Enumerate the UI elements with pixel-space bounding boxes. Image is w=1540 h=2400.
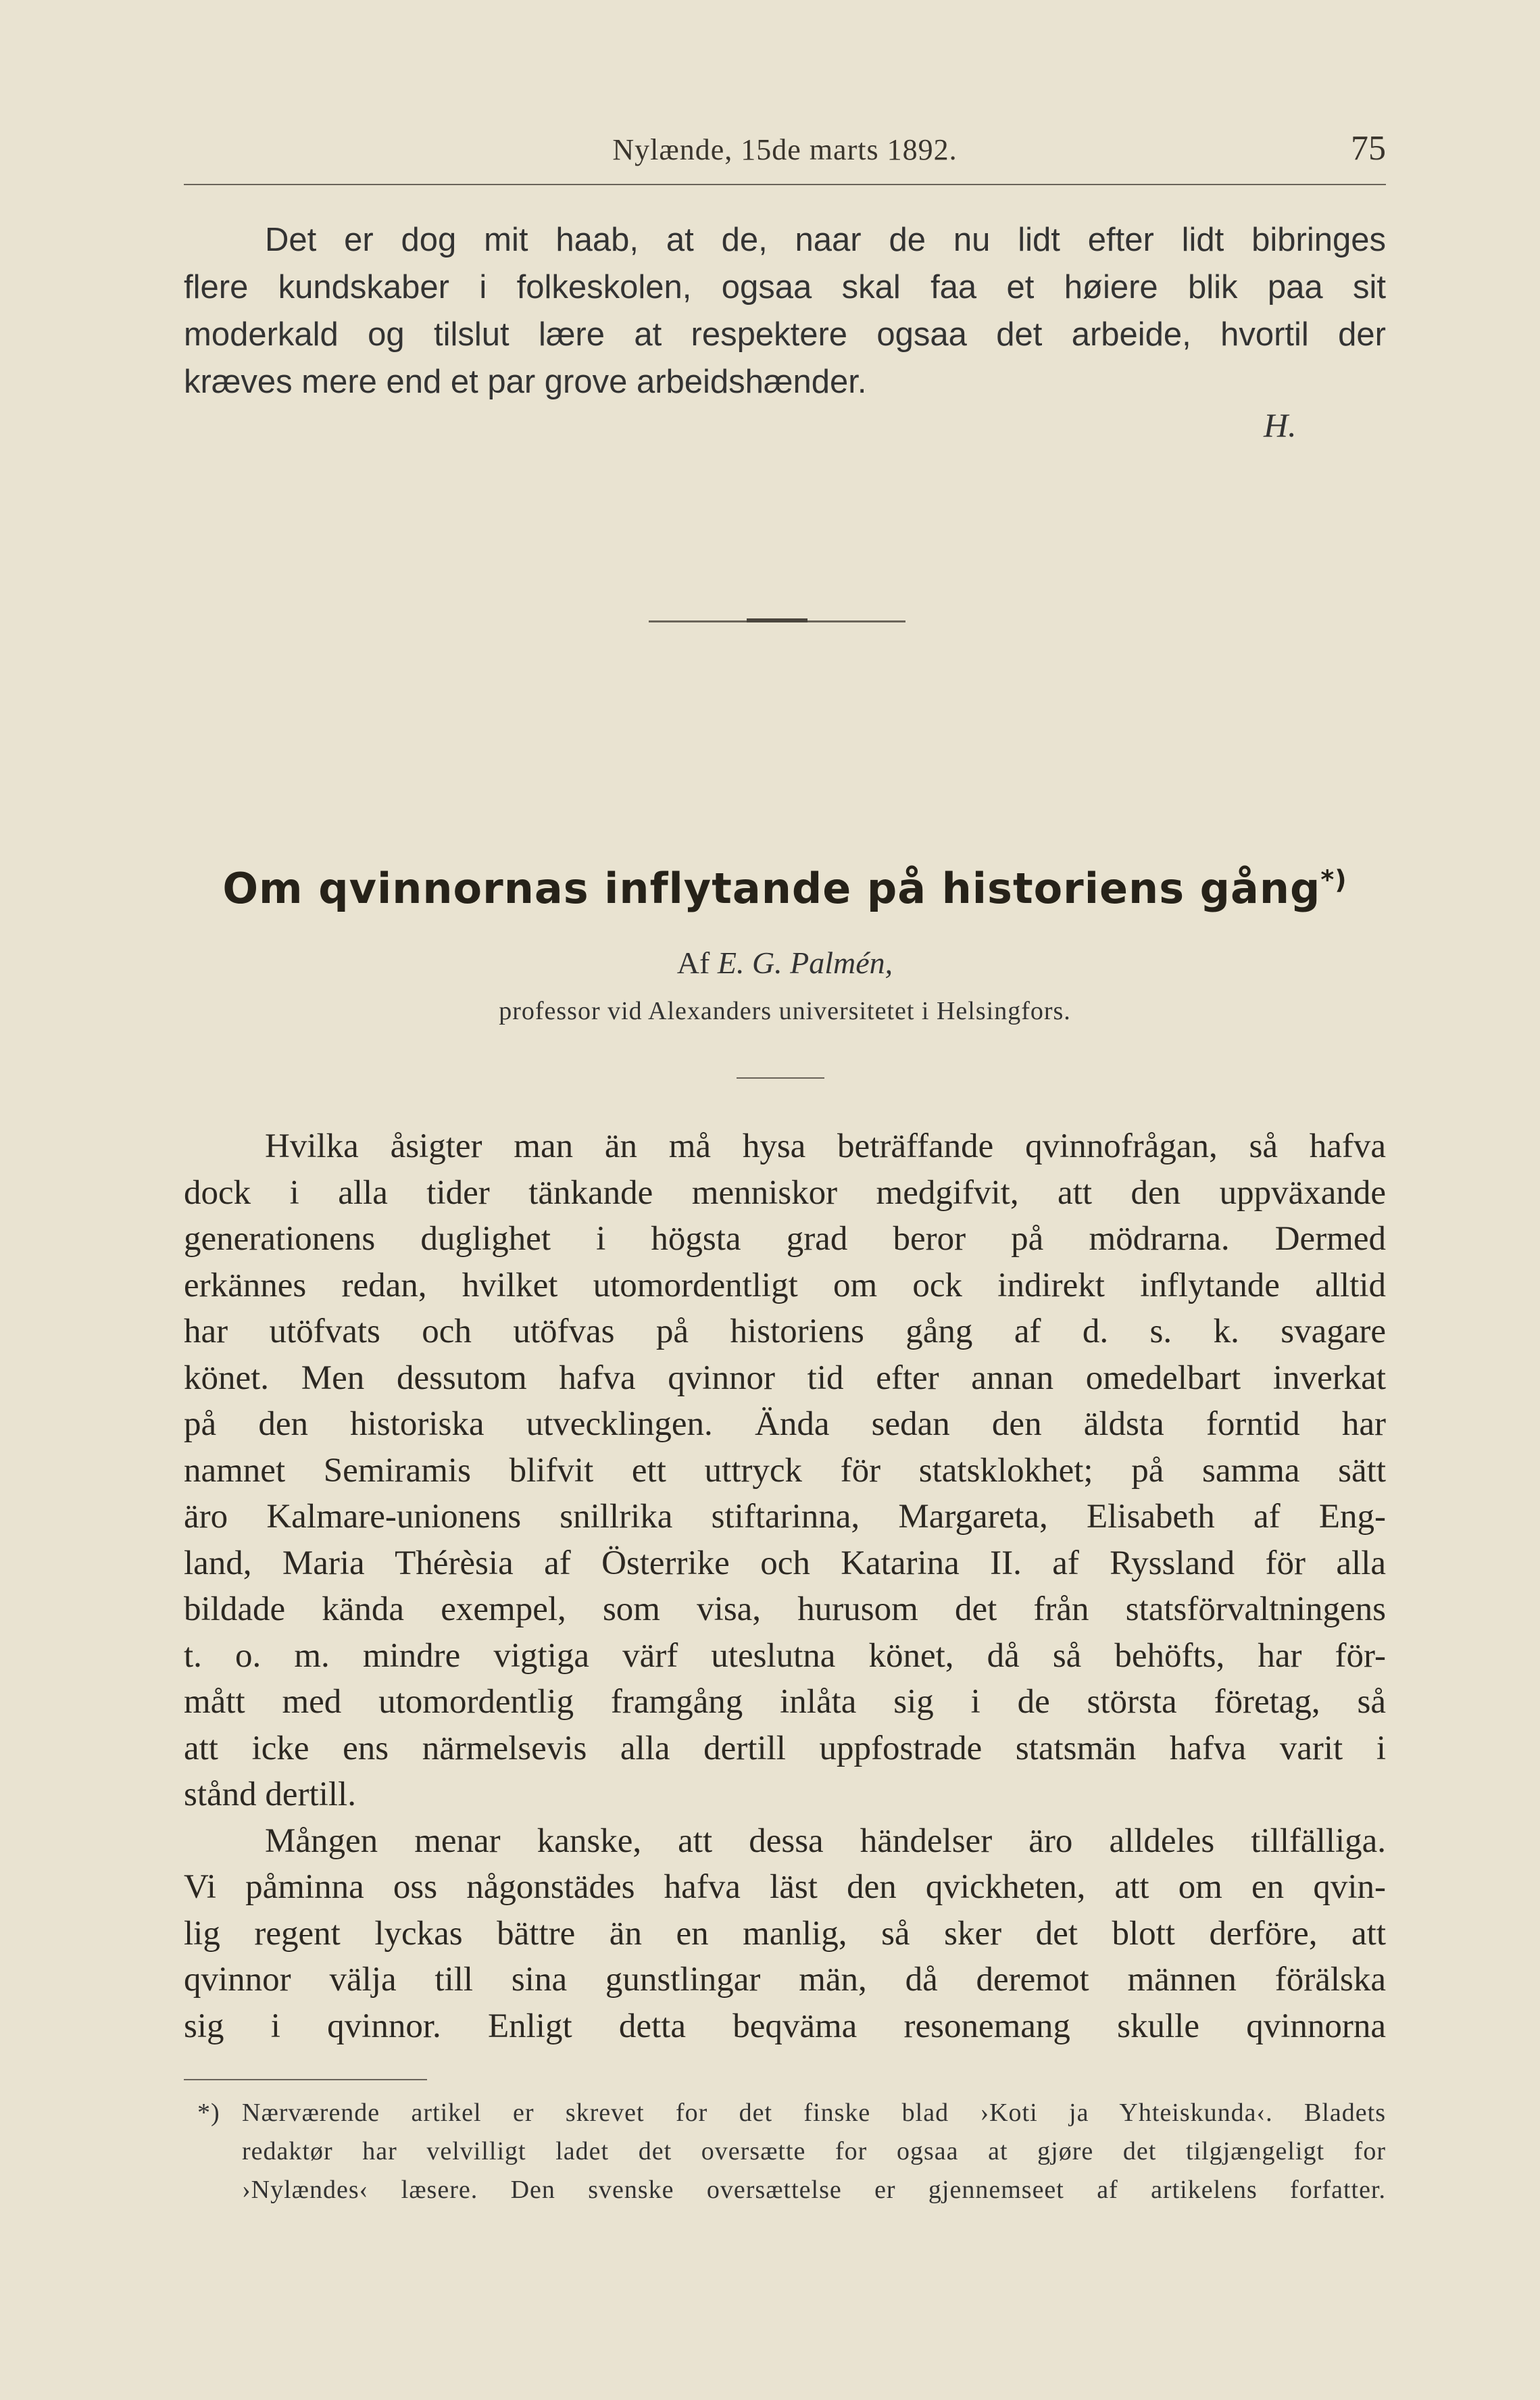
text-line: flere kundskaber i folkeskolen, ogsaa skal faa et høiere blik paa sit (184, 269, 1386, 305)
footnote-text: Nærværende artikel er skrevet for det finske blad ›Koti ja Yhteiskunda‹. Bladets (242, 2099, 1386, 2127)
text-line: att icke ens närmelsevis alla dertill uppfostrade statsmän hafva varit i (184, 1729, 1386, 1767)
footnote-mark: *) (197, 2099, 220, 2127)
text-line: dock i alla tider tänkande menniskor medgifvit, att den uppväxande (184, 1173, 1386, 1212)
signature: H. (1264, 406, 1297, 444)
page-number: 75 (1351, 129, 1386, 168)
author-name: E. G. Palmén, (717, 946, 893, 980)
text-line: äro Kalmare-unionens snillrika stiftarinna, Margareta, Elisabeth af Eng- (184, 1498, 1386, 1536)
byline (184, 945, 1386, 981)
article-title (184, 864, 1386, 913)
footnote-reference: *) (1320, 864, 1347, 895)
separator-ornament (747, 618, 808, 622)
text-line: kræves mere end et par grove arbeidshænder. (184, 364, 867, 400)
text-line: bildade kända exempel, som visa, hurusom det från statsförvaltningens (184, 1590, 1386, 1628)
text-line: erkännes redan, hvilket utomordentligt om ock indirekt inflytande alltid (184, 1266, 1386, 1304)
footnote-line: redaktør har velvilligt ladet det oversætte for ogsaa at gjøre det tilgjængeligt for (242, 2137, 1386, 2165)
text-line: på den historiska utvecklingen. Ända sedan den äldsta forntid har (184, 1405, 1386, 1443)
text-line: qvinnor välja till sina gunstlingar män, då deremot männen förälska (184, 1961, 1386, 1999)
text-line: lig regent lyckas bättre än en manlig, så sker det blott derföre, att (184, 1914, 1386, 1953)
text-line: stånd dertill. (184, 1775, 356, 1813)
text-line: land, Maria Thérèsia af Österrike och Katarina II. af Ryssland för alla (184, 1544, 1386, 1582)
article-title-text: Om qvinnornas inflytande på historiens gång (222, 864, 1321, 913)
footnote-line (184, 2094, 1386, 2132)
text-line: t. o. m. mindre vigtiga värf uteslutna könet, då så behöfts, har för- (184, 1636, 1386, 1675)
title-rule (737, 1077, 824, 1079)
article-body (184, 1123, 1386, 2049)
previous-article-ending (184, 216, 1386, 406)
text-line: Hvilka åsigter man än må hysa beträffande qvinnofrågan, så hafva (265, 1127, 1386, 1165)
text-line: Det er dog mit haab, at de, naar de nu lidt efter lidt bibringes (265, 222, 1386, 258)
text-line: har utöfvats och utöfvas på historiens gång af d. s. k. svagare (184, 1313, 1386, 1350)
author-affiliation: professor vid Alexanders universitetet i Helsingfors. (499, 997, 1071, 1025)
text-line: Vi påminna oss någonstädes hafva läst den qvickheten, att om en qvin- (184, 1868, 1386, 1906)
footnote (184, 2094, 1386, 2209)
running-head (184, 128, 1386, 176)
text-line: Mången menar kanske, att dessa händelser äro alldeles tillfälliga. (265, 1821, 1386, 1860)
byline-prefix: Af (676, 946, 710, 980)
running-head-title: Nylænde, 15de marts 1892. (612, 133, 958, 166)
footnote-rule (184, 2079, 427, 2080)
text-line: generationens duglighet i högsta grad beror på mödrarna. Dermed (184, 1220, 1386, 1258)
text-line: namnet Semiramis blifvit ett uttryck för statsklokhet; på samma sätt (184, 1451, 1386, 1490)
text-line: könet. Men dessutom hafva qvinnor tid efter annan omedelbart inverkat (184, 1358, 1386, 1397)
header-rule (184, 184, 1386, 185)
text-line: mått med utomordentlig framgång inlåta sig i de största företag, så (184, 1683, 1386, 1721)
text-line: sig i qvinnor. Enligt detta beqväma resonemang skulle qvinnorna (184, 2007, 1386, 2045)
text-line: moderkald og tilslut lære at respektere ogsaa det arbeide, hvortil der (184, 316, 1386, 353)
footnote-line: ›Nylændes‹ læsere. Den svenske oversættelse er gjennemseet af artikelens forfatter. (242, 2176, 1386, 2204)
